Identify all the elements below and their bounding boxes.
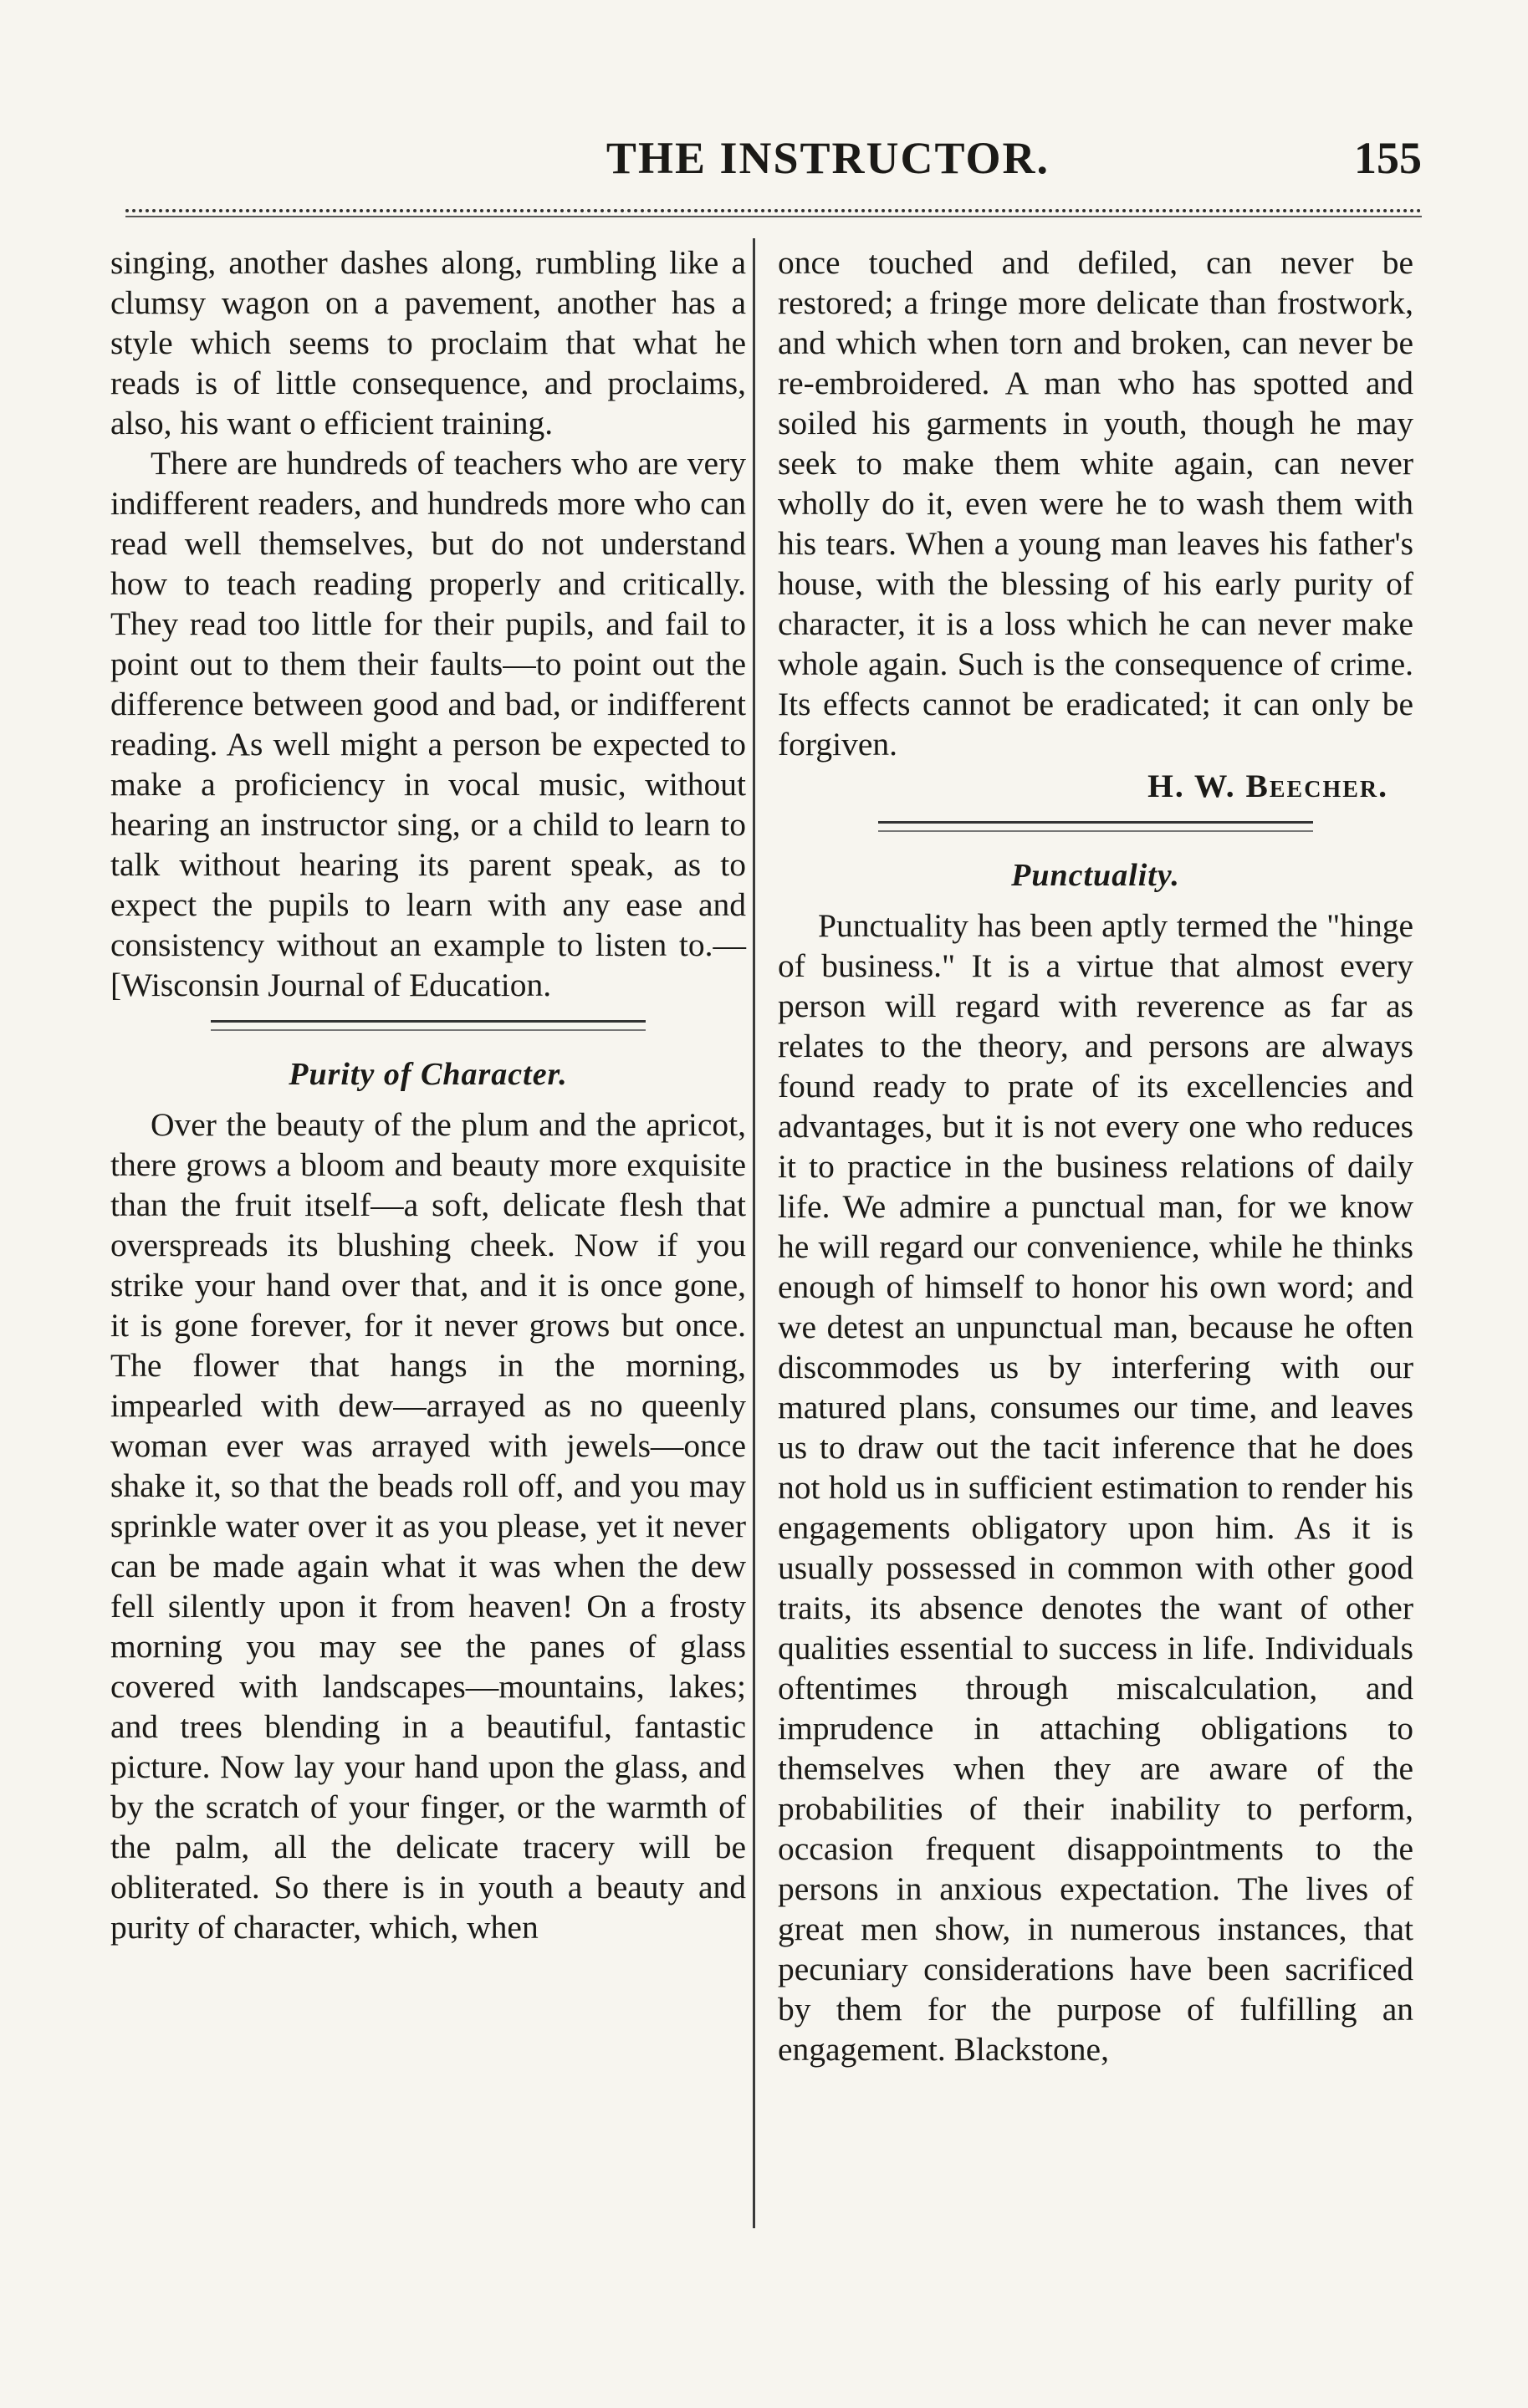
right-para-2: Punctuality has been aptly termed the "hinge of business." It is a virtue that almost every person will regard with reverence as far as relates to the theory, and persons are always found ready to prate of its excellencies and advantages, but it is not every one who reduces it to practice in the business relations of daily life. We admire a punctual man, for we know he will regard our convenience, while he thinks enough of himself to honor his own word; and we detest an unpunctual man, because he often discommodes us by interfering with our matured plans, consumes our time, and leaves us to draw out the tacit inference that he does not hold us in sufficient estimation to render his engagements obligatory upon him. As it is usually possessed in common with other good traits, its absence denotes the want of other qualities essential to success in life. Individuals oftentimes through miscalculation, and imprudence in attaching obligations to themselves when they are aware of the probabilities of their inability to perform, occasion frequent disappointments to the persons in anxious expectation. The lives of great men show, in numerous instances, that pecuniary considerations have been sacrificed by them for the purpose of fulfilling an engagement. Blackstone, [778,907,1413,2068]
page-number: 155 [1354,133,1422,183]
left-para-1: singing, another dashes along, rumbling like a clumsy wagon on a pavement, another has a style which seems to proclaim that what he reads is of little consequence, and proclaims, also, his want o efficient training. [110,244,746,441]
section-ornament-rule-2 [878,821,1313,832]
left-column [110,242,746,1947]
running-title: THE INSTRUCTOR. [606,133,1050,183]
left-para-2-text: There are hundreds of teachers who are very indifferent readers, and hundreds more who can read well themselves, but do not understand how to teach reading properly and critically. They read too little for their pupils, and fail to point out to them their faults—to point out the difference between good and bad, or indifferent reading. As well might a person be expected to make a proficiency in vocal music, without hearing an instructor sing, or a child to learn to talk without hearing its parent speak, as to expect the pupils to learn with any ease and consistency without an example to listen to.— [110,445,746,963]
left-para-2-citation: [Wisconsin Journal of Education. [110,967,552,1003]
left-para-2 [110,443,746,1005]
section-title-punctuality: Punctuality. [1011,858,1180,893]
right-column [778,242,1413,2069]
left-para-3: Over the beauty of the plum and the apricot, there grows a bloom and beauty more exquisite than the fruit itself—a soft, delicate flesh that overspreads its blushing cheek. Now if you strike your hand over that, and it is once gone, it is gone forever, for it never grows but once. The flower that hangs in the morning, impearled with dew—arrayed as no queenly woman ever was arrayed with jewels—once shake it, so that the beads roll off, and you may sprinkle water over it as you please, yet it never can be made again what it was when the dew fell silently upon it from heaven! On a frosty morning you may see the panes of glass covered with landscapes—mountains, lakes; and trees blending in a beautiful, fantastic picture. Now lay your hand upon the glass, and by the scratch of your finger, or the warmth of the palm, all the delicate tracery will be obliterated. So there is in youth a beauty and purity of character, which, when [110,1106,746,1946]
header-rule [125,209,1422,217]
right-para-1: once touched and defiled, can never be restored; a fringe more delicate than frostwork, and which when torn and broken, can never be re-embroidered. A man who has spotted and soiled his garments in youth, though he may seek to make them white again, can never wholly do it, even were he to wash them with his tears. When a young man leaves his father's house, with the blessing of his early purity of character, it is a loss which he can never make whole again. Such is the consequence of crime. Its effects cannot be eradicated; it can only be forgiven. [778,244,1413,763]
section-ornament-rule [211,1020,646,1031]
running-head [117,132,1422,191]
section-title-purity: Purity of Character. [289,1057,568,1092]
column-divider [753,238,755,2228]
author-signature: H. W. Beecher. [1147,768,1388,804]
